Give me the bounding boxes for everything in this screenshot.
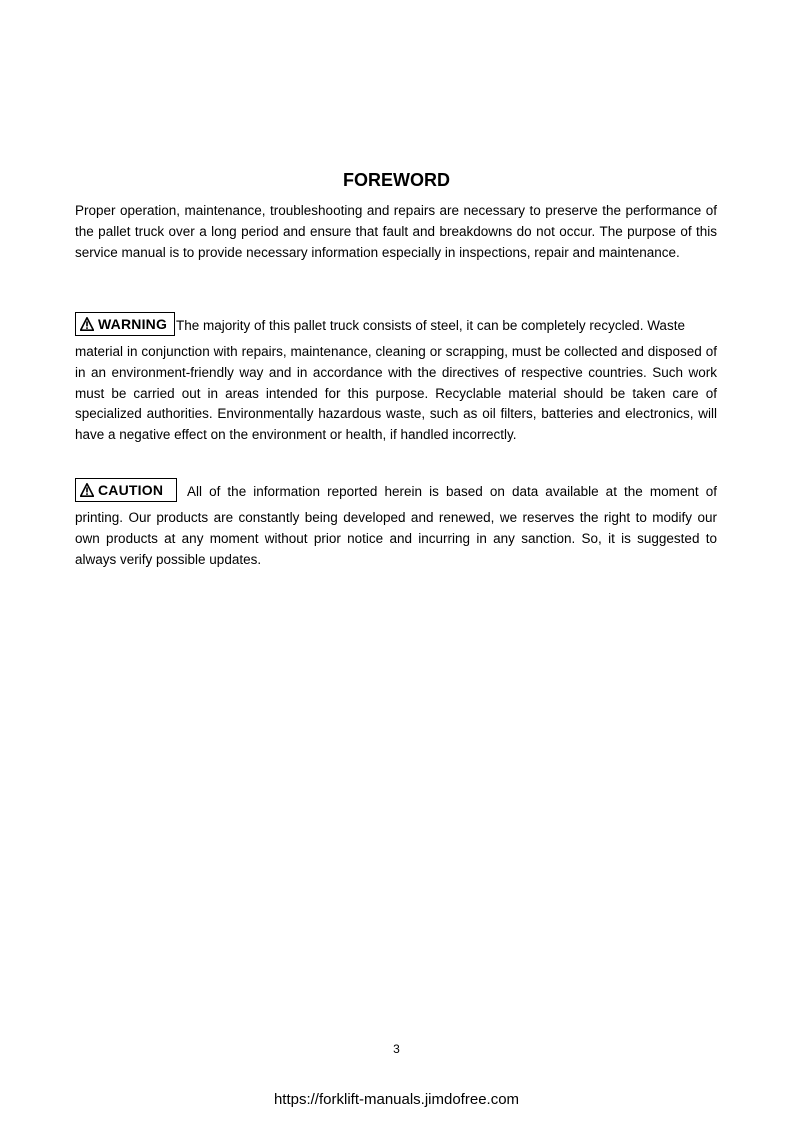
caution-first-line: All of the information reported herein is based on data available at the moment of (187, 484, 717, 499)
warning-text: material in conjunction with repairs, maintenance, cleaning or scrapping, must be collected and disposed of in an environment-friendly way and in accordance with the directives of respective countries. Such work must be carried out in areas intended for this purpose. Recyclable material should be taken care of specialized authorities. Environmentally hazardous waste, such as oil filters, batteries and electronics, will have a negative effect on the environment or health, if handled incorrectly. (75, 344, 717, 443)
warning-triangle-icon (80, 317, 94, 331)
page-number: 3 (393, 1042, 400, 1056)
caution-triangle-icon (80, 483, 94, 497)
warning-notice (75, 312, 717, 446)
warning-label: WARNING (98, 316, 168, 332)
caution-notice (75, 478, 717, 570)
warning-badge (75, 312, 175, 336)
intro-paragraph: Proper operation, maintenance, troubleshooting and repairs are necessary to preserve the performance of the pallet truck over a long period and ensure that fault and breakdowns do not occur. The purpose of this service manual is to provide necessary information especially in inspections, repair and maintenance. (75, 203, 717, 260)
footer-url[interactable]: https://forklift-manuals.jimdofree.com (273, 1091, 520, 1108)
page-title: FOREWORD (343, 170, 450, 190)
warning-first-line: The majority of this pallet truck consists of steel, it can be completely recycled. Waste (176, 318, 685, 333)
caution-badge (75, 478, 177, 502)
caution-label: CAUTION (98, 482, 164, 498)
caution-text: printing. Our products are constantly being developed and renewed, we reserves the right to modify our own products at any moment without prior notice and incurring in any sanction. So, it is suggested to always verify possible updates. (75, 510, 717, 567)
